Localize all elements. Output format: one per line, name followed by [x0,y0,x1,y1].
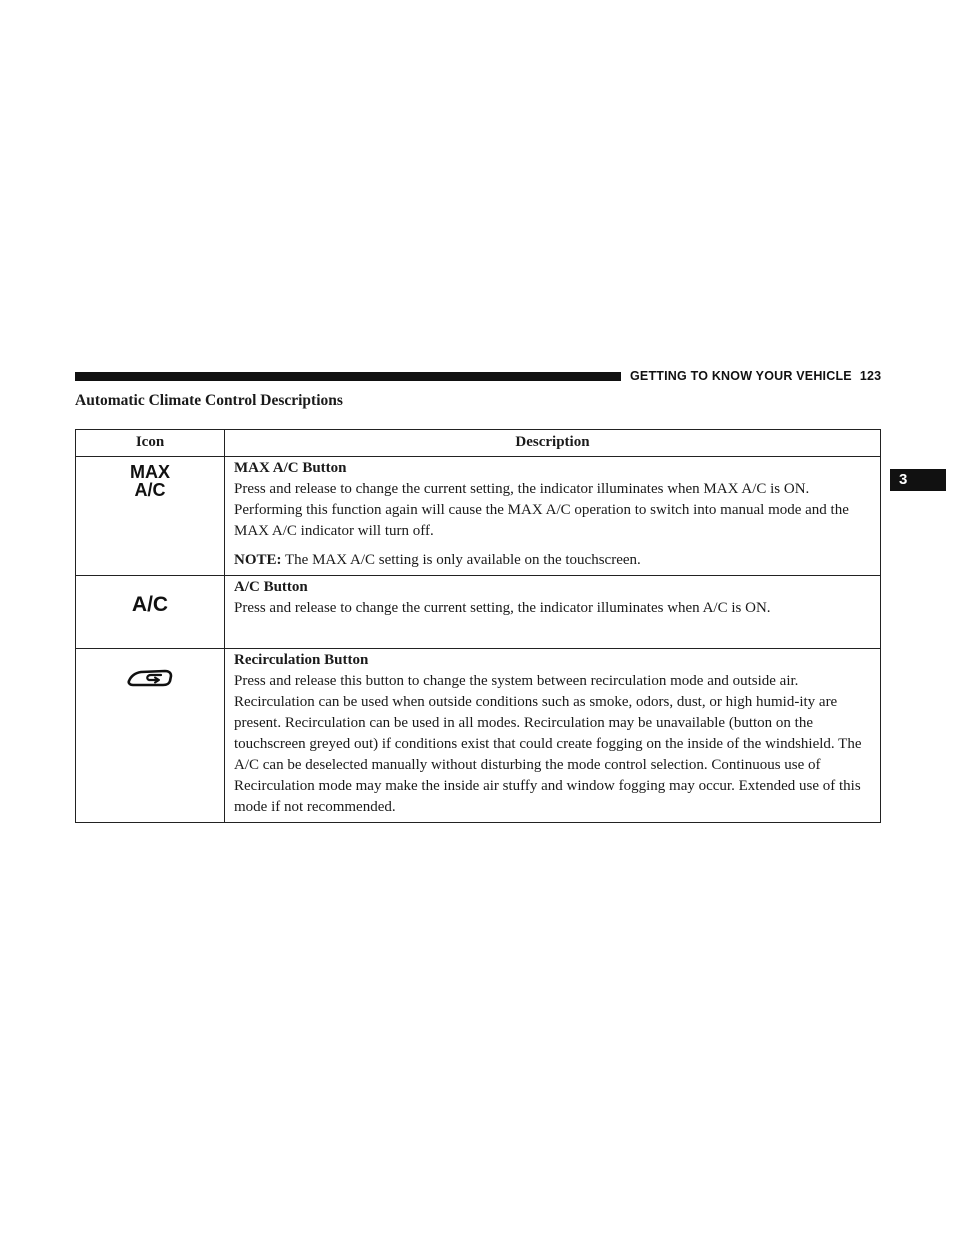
ac-icon: A/C [131,593,169,616]
row-body: Press and release this button to change the system between recirculation mode and outside air. Recirculation can be used when outside conditions such as smoke, odors, dust, or high humid-ity are present. Recirculation can be used in all modes. Recirculation may be unavailable (button on the touchscreen greyed out) if conditions exist that could create fogging on the inside of the windshield. The A/C can be deselected manually without disturbing the mode control selection. Continuous use of Recirculation mode may make the inside air stuffy and window fogging may occur. Extended use of this mode if not recommended. [234,673,862,815]
note-text: The MAX A/C setting is only available on the touchscreen. [281,552,641,568]
max-ac-icon-line2: A/C [134,480,166,500]
description-cell [225,649,881,823]
icon-cell [76,457,225,576]
page-number: 123 [859,369,882,383]
description-cell [225,457,881,576]
running-header [630,369,881,383]
chapter-tab: 3 [890,469,946,491]
table-row [76,649,881,823]
header-rule [75,372,621,381]
max-ac-icon-line1: MAX [130,462,170,482]
section-title: Automatic Climate Control Descriptions [75,392,343,409]
description-cell [225,576,881,649]
icon-cell [76,576,225,649]
header-icon: Icon [76,430,225,457]
row-title: MAX A/C Button [234,460,347,476]
header-description: Description [225,430,881,457]
recirculation-icon [125,667,175,696]
note-label: NOTE: [234,552,282,568]
climate-control-table [75,429,881,823]
max-ac-icon [130,463,170,499]
table-header-row [76,430,881,457]
row-title: Recirculation Button [234,652,369,668]
row-title: A/C Button [234,579,308,595]
note [234,550,876,571]
table-row [76,457,881,576]
table-row [76,576,881,649]
row-body: Press and release to change the current setting, the indicator illuminates when MAX A/C is ON. Performing this function again will cause the MAX A/C operation to switch into manual mode and the MAX A/C indicator will turn off. [234,481,849,539]
icon-cell [76,649,225,823]
header-section-title: GETTING TO KNOW YOUR VEHICLE [630,369,852,383]
row-body: Press and release to change the current setting, the indicator illuminates when A/C is ON. [234,600,771,616]
